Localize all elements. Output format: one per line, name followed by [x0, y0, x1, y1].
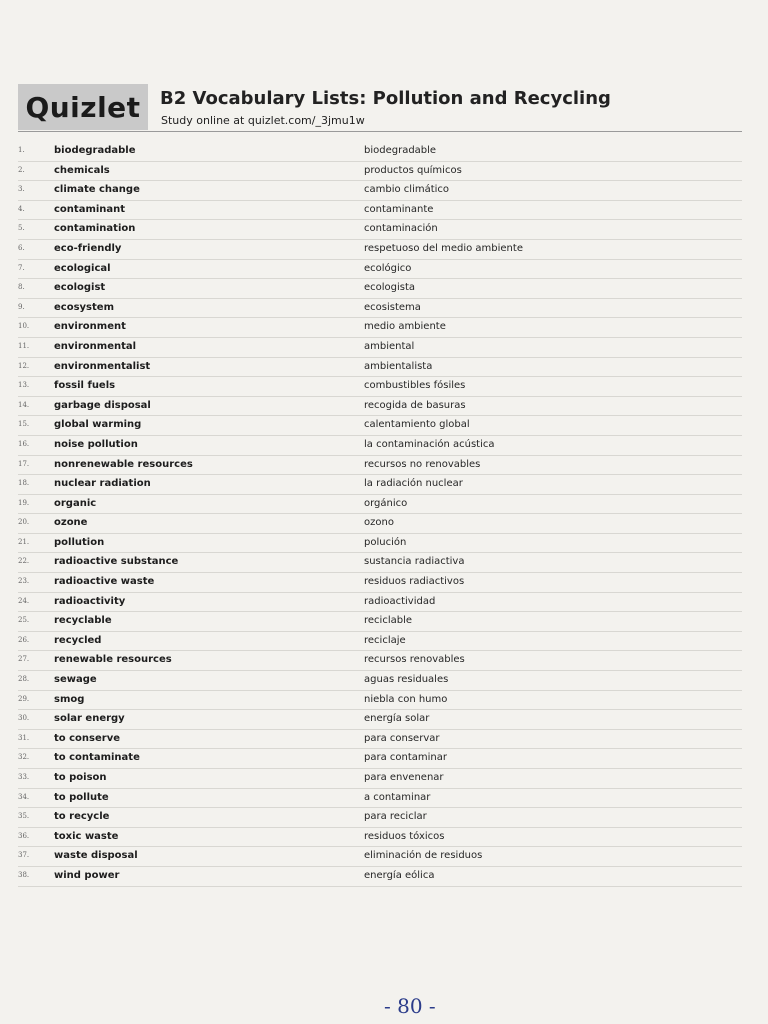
english-term: waste disposal [54, 850, 138, 862]
spanish-definition: medio ambiente [364, 321, 446, 333]
english-term: renewable resources [54, 654, 172, 666]
vocab-row [18, 338, 742, 358]
vocab-row [18, 730, 742, 750]
row-number: 23. [18, 577, 30, 586]
row-number: 35. [18, 812, 30, 821]
vocab-row [18, 691, 742, 711]
spanish-definition: sustancia radiactiva [364, 556, 465, 568]
vocab-row [18, 416, 742, 436]
spanish-definition: a contaminar [364, 791, 431, 803]
english-term: pollution [54, 536, 105, 548]
spanish-definition: respetuoso del medio ambiente [364, 242, 523, 254]
spanish-definition: biodegradable [364, 145, 437, 156]
quizlet-logo [18, 84, 148, 130]
english-term: ozone [54, 517, 88, 529]
row-number: 29. [18, 694, 30, 703]
english-term: radioactive substance [54, 556, 179, 568]
spanish-definition: polución [364, 536, 407, 548]
row-number: 20. [18, 518, 30, 527]
row-number: 12. [18, 361, 30, 370]
english-term: to poison [54, 772, 107, 783]
vocab-row [18, 456, 742, 476]
vocab-row [18, 299, 742, 319]
english-term: environmental [54, 340, 137, 352]
english-term: wind power [54, 869, 120, 881]
row-number: 21. [18, 537, 30, 546]
spanish-definition: reciclaje [364, 634, 406, 646]
english-term: ecosystem [54, 301, 114, 313]
spanish-definition: radioactividad [364, 595, 436, 607]
row-number: 37. [18, 851, 30, 860]
row-number: 38. [18, 870, 30, 879]
spanish-definition: para reciclar [364, 811, 427, 823]
english-term: eco-friendly [54, 242, 122, 254]
logo-text: Quizlet [25, 90, 141, 124]
vocab-row [18, 358, 742, 378]
english-term: solar energy [54, 713, 125, 725]
spanish-definition: contaminación [364, 223, 438, 235]
row-number: 19. [18, 498, 30, 507]
english-term: chemicals [54, 164, 110, 176]
row-number: 13. [18, 381, 30, 390]
spanish-definition: productos químicos [364, 164, 462, 176]
english-term: ecological [54, 262, 111, 274]
row-number: 36. [18, 831, 30, 840]
vocab-row [18, 397, 742, 417]
spanish-definition: la contaminación acústica [364, 438, 495, 450]
row-number: 30. [18, 714, 30, 723]
vocab-row [18, 220, 742, 240]
vocabulary-list [18, 142, 742, 887]
spanish-definition: aguas residuales [364, 674, 449, 686]
english-term: to recycle [54, 811, 110, 823]
vocab-row [18, 710, 742, 730]
vocab-row [18, 318, 742, 338]
row-number: 7. [18, 263, 25, 272]
vocab-row [18, 867, 742, 887]
spanish-definition: eliminación de residuos [364, 850, 483, 862]
english-term: ecologist [54, 282, 106, 294]
spanish-definition: para envenenar [364, 772, 444, 783]
spanish-definition: recursos renovables [364, 654, 465, 666]
vocab-row [18, 514, 742, 534]
row-number: 22. [18, 557, 30, 566]
vocab-row [18, 593, 742, 613]
english-term: fossil fuels [54, 380, 116, 392]
vocab-row [18, 142, 742, 162]
row-number: 16. [18, 439, 30, 448]
vocab-row [18, 240, 742, 260]
spanish-definition: la radiación nuclear [364, 478, 463, 490]
vocab-row [18, 377, 742, 397]
english-term: climate change [54, 184, 140, 196]
vocab-row [18, 847, 742, 867]
row-number: 33. [18, 773, 30, 781]
english-term: biodegradable [54, 145, 136, 156]
english-term: toxic waste [54, 830, 119, 842]
row-number: 6. [18, 243, 25, 252]
row-number: 25. [18, 616, 30, 625]
row-number: 34. [18, 792, 30, 801]
vocab-row [18, 534, 742, 554]
vocab-row [18, 612, 742, 632]
spanish-definition: para conservar [364, 732, 440, 744]
row-number: 5. [18, 224, 25, 233]
row-number: 3. [18, 185, 25, 194]
spanish-definition: ambiental [364, 340, 415, 352]
english-term: recyclable [54, 615, 112, 627]
row-number: 26. [18, 635, 30, 644]
spanish-definition: energía solar [364, 713, 430, 725]
english-term: contamination [54, 223, 136, 235]
vocab-row [18, 201, 742, 221]
header-divider [18, 131, 742, 132]
spanish-definition: combustibles fósiles [364, 380, 466, 392]
vocab-row [18, 495, 742, 515]
row-number: 4. [18, 204, 25, 213]
row-number: 9. [18, 302, 25, 311]
spanish-definition: residuos radiactivos [364, 576, 465, 588]
row-number: 17. [18, 459, 30, 468]
vocab-row [18, 162, 742, 182]
row-number: 10. [18, 322, 30, 331]
page-subtitle: Study online at quizlet.com/_3jmu1w [161, 114, 365, 127]
spanish-definition: ozono [364, 517, 394, 529]
english-term: to pollute [54, 791, 109, 803]
vocab-row [18, 769, 742, 789]
english-term: sewage [54, 674, 97, 686]
english-term: nuclear radiation [54, 478, 151, 490]
vocab-row [18, 651, 742, 671]
row-number: 2. [18, 165, 25, 174]
page-header [18, 84, 742, 132]
spanish-definition: ecologista [364, 282, 416, 294]
vocab-row [18, 260, 742, 280]
vocab-row [18, 181, 742, 201]
row-number: 15. [18, 420, 30, 429]
english-term: environmentalist [54, 360, 151, 372]
vocab-row [18, 475, 742, 495]
english-term: to contaminate [54, 752, 140, 764]
row-number: 27. [18, 655, 30, 664]
english-term: radioactivity [54, 595, 126, 607]
english-term: organic [54, 497, 97, 509]
row-number: 32. [18, 753, 30, 762]
row-number: 18. [18, 479, 30, 488]
vocab-row [18, 279, 742, 299]
row-number: 28. [18, 675, 30, 684]
spanish-definition: ecológico [364, 262, 412, 274]
page-number: - 80 - [384, 994, 436, 1018]
english-term: environment [54, 321, 126, 333]
vocab-row [18, 789, 742, 809]
spanish-definition: para contaminar [364, 752, 447, 764]
row-number: 11. [18, 341, 30, 350]
spanish-definition: contaminante [364, 203, 434, 215]
row-number: 1. [18, 146, 25, 154]
english-term: nonrenewable resources [54, 458, 193, 470]
row-number: 14. [18, 400, 30, 409]
vocab-row [18, 436, 742, 456]
row-number: 24. [18, 596, 30, 605]
spanish-definition: ecosistema [364, 301, 421, 313]
vocab-row [18, 553, 742, 573]
spanish-definition: reciclable [364, 615, 413, 627]
spanish-definition: energía eólica [364, 869, 435, 881]
spanish-definition: orgánico [364, 497, 408, 509]
vocab-row [18, 671, 742, 691]
english-term: smog [54, 693, 85, 705]
vocab-row [18, 828, 742, 848]
page-title: B2 Vocabulary Lists: Pollution and Recycling [160, 88, 611, 109]
spanish-definition: cambio climático [364, 184, 450, 196]
spanish-definition: recogida de basuras [364, 399, 466, 411]
english-term: to conserve [54, 732, 121, 744]
row-number: 8. [18, 283, 25, 292]
english-term: global warming [54, 419, 142, 431]
vocab-row [18, 632, 742, 652]
row-number: 31. [18, 733, 30, 742]
english-term: radioactive waste [54, 576, 155, 588]
spanish-definition: recursos no renovables [364, 458, 481, 470]
vocab-row [18, 573, 742, 593]
english-term: noise pollution [54, 438, 138, 450]
english-term: recycled [54, 634, 102, 646]
spanish-definition: calentamiento global [364, 419, 470, 431]
spanish-definition: ambientalista [364, 360, 433, 372]
spanish-definition: niebla con humo [364, 693, 448, 705]
spanish-definition: residuos tóxicos [364, 830, 445, 842]
english-term: contaminant [54, 203, 126, 215]
english-term: garbage disposal [54, 399, 151, 411]
vocab-row [18, 808, 742, 828]
vocab-row [18, 749, 742, 769]
